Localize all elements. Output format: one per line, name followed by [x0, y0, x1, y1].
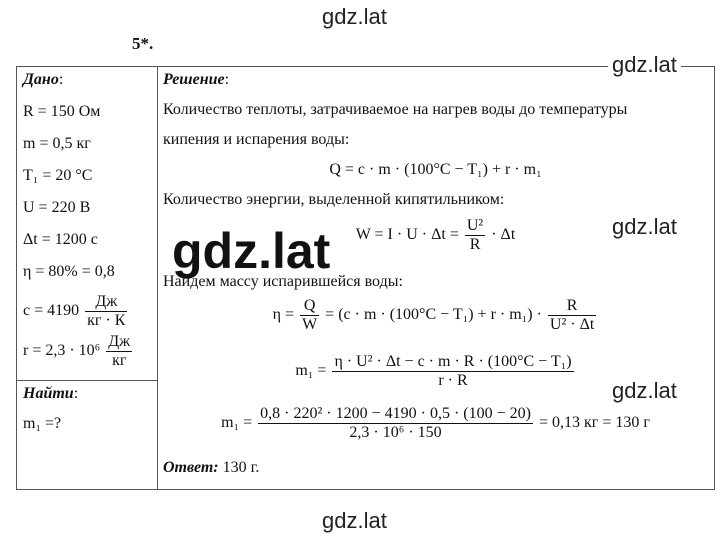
equation-calc-suffix: = 0,13 кг = 130 г	[538, 413, 650, 431]
given-eta: η = 80% = 0,8	[23, 263, 115, 280]
equation-calc-num: 0,8 · 220² · 1200 − 4190 · 0,5 · (100 − 20)	[260, 405, 531, 422]
given-dt: Δt = 1200 с	[23, 231, 98, 248]
find-header-row: Найти:	[23, 385, 79, 402]
equation-W-fraction	[465, 217, 485, 253]
watermark-right-low: gdz.lat	[608, 378, 681, 404]
given-T1: T₁ = 20 °C	[23, 167, 93, 184]
find-target: m₁ =?	[23, 415, 62, 432]
given-find-divider	[17, 380, 157, 381]
given-header: Дано	[23, 71, 59, 88]
equation-m1-num: η · U² · Δt − c · m · R · (100°C − T₁)	[334, 353, 572, 370]
equation-W-den: R	[469, 235, 481, 253]
watermark-right-top: gdz.lat	[608, 52, 681, 78]
equation-m1-fraction	[332, 353, 573, 389]
solution-table	[16, 66, 715, 490]
equation-eta	[157, 297, 714, 333]
solution-line-4: Найдем массу испарившейся воды:	[163, 273, 403, 290]
solution-header-row: Решение:	[163, 71, 230, 88]
equation-W-suffix: · Δt	[491, 225, 516, 243]
answer-label: Ответ:	[163, 459, 219, 476]
watermark-right-mid: gdz.lat	[608, 214, 681, 240]
equation-eta-mid: = (c · m · (100°C − T₁) + r · m₁) ·	[325, 305, 542, 323]
equation-eta-den-2: U² · Δt	[549, 315, 595, 333]
given-c-unit	[85, 293, 127, 329]
equation-eta-prefix: η =	[272, 305, 295, 323]
answer-value: 130 г.	[222, 459, 260, 476]
given-R: R = 150 Ом	[23, 103, 101, 120]
equation-eta-fraction-2	[548, 297, 596, 333]
given-r-unit	[106, 333, 132, 369]
equation-m1-prefix: m₁ =	[295, 361, 327, 379]
equation-eta-num: Q	[300, 297, 319, 316]
solution-line-2: кипения и испарения воды:	[163, 131, 350, 148]
equation-W-prefix: W = I · U · Δt =	[355, 225, 459, 243]
given-r-unit-den: кг	[112, 351, 127, 369]
solution-header: Решение	[163, 71, 225, 88]
solution-line-3: Количество энергии, выделенной кипятильником:	[163, 191, 505, 208]
watermark-bottom: gdz.lat	[318, 508, 391, 534]
given-r-prefix: r = 2,3 · 10⁶	[23, 341, 101, 359]
equation-calc-prefix: m₁ =	[221, 413, 253, 431]
equation-calc-den: 2,3 · 10⁶ · 150	[349, 423, 442, 441]
equation-m1-den: r · R	[438, 371, 468, 389]
find-header: Найти	[23, 385, 74, 402]
equation-calc	[157, 405, 714, 441]
given-c-prefix: c = 4190	[23, 301, 80, 319]
equation-W-num: U²	[466, 217, 484, 234]
answer-row	[163, 459, 259, 477]
given-r	[23, 333, 134, 369]
given-r-unit-num: Дж	[108, 333, 131, 350]
equation-Q: Q = c · m · (100°C − T₁) + r · m₁	[329, 161, 542, 178]
equation-calc-fraction	[258, 405, 533, 441]
given-c-unit-den: кг · К	[87, 311, 126, 329]
equation-eta-den: W	[302, 315, 318, 333]
watermark-top: gdz.lat	[318, 4, 391, 30]
given-c-unit-num: Дж	[85, 293, 127, 312]
equation-eta-num-2: R	[548, 297, 596, 316]
watermark-center-big: gdz.lat	[172, 223, 331, 279]
problem-number: 5*.	[132, 34, 154, 53]
given-c	[23, 293, 129, 329]
given-header-row: Дано:	[23, 71, 64, 88]
equation-eta-fraction	[300, 297, 319, 333]
solution-line-1: Количество теплоты, затрачиваемое на нагрев воды до температуры	[163, 101, 628, 118]
given-U: U = 220 В	[23, 199, 91, 216]
given-m: m = 0,5 кг	[23, 135, 91, 152]
